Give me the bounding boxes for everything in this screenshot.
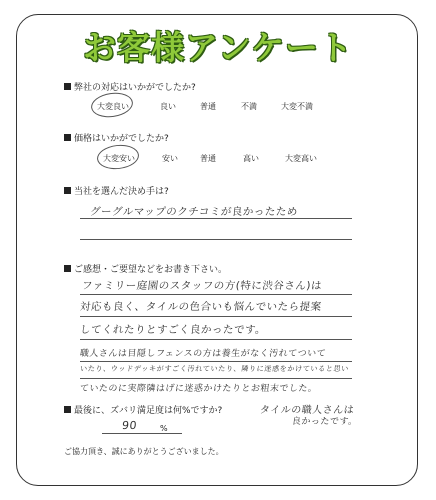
q2-option[interactable]: 高い bbox=[243, 154, 259, 163]
bullet-icon bbox=[64, 187, 71, 194]
q2-option[interactable]: 普通 bbox=[200, 154, 216, 163]
q1-option[interactable]: 不満 bbox=[241, 102, 257, 111]
handwritten-comment-line: 職人さんは目隠しフェンスの方は養生がなく汚れてついて bbox=[79, 349, 327, 359]
question-label: 弊社の対応はいかがでしたか? bbox=[74, 83, 196, 93]
handwritten-comment-line: ファミリー庭園のスタッフの方(特に渋谷さん)は bbox=[81, 280, 323, 292]
q2-option[interactable]: 大変高い bbox=[285, 154, 317, 163]
handwritten-comment-line: 対応も良く、タイルの色合いも悩んでいたら提案 bbox=[79, 301, 323, 313]
footer-thanks: ご協力頂き、誠にありがとうございました。 bbox=[64, 447, 224, 456]
question-label: 最後に、ズバリ満足度は何%ですか? bbox=[74, 406, 223, 416]
bullet-icon bbox=[64, 134, 71, 141]
handwritten-comment-line: 良かったです。 bbox=[291, 417, 359, 427]
question-service bbox=[64, 80, 196, 93]
answer-line bbox=[80, 294, 352, 295]
handwritten-answer: グーグルマップのクチコミが良かったため bbox=[89, 206, 299, 218]
question-label: ご感想・ご要望などをお書き下さい。 bbox=[74, 265, 228, 275]
q2-option[interactable]: 安い bbox=[162, 154, 178, 163]
handwritten-comment-line: してくれたりとすごく良かったです。 bbox=[79, 324, 267, 336]
handwritten-comment-line: ていたのに実際隣はげに迷惑かけたりとお粗末でした。 bbox=[79, 384, 318, 394]
bullet-icon bbox=[64, 265, 71, 272]
bullet-icon bbox=[64, 406, 71, 413]
question-label: 価格はいかがでしたか? bbox=[74, 134, 169, 144]
q1-option[interactable]: 大変不満 bbox=[281, 102, 313, 111]
handwritten-comment-line: タイルの職人さんは bbox=[259, 405, 355, 416]
question-reason bbox=[64, 184, 169, 197]
answer-line bbox=[80, 339, 352, 340]
satisfaction-value: 90 bbox=[121, 419, 138, 432]
answer-line bbox=[80, 361, 352, 362]
q1-option[interactable]: 良い bbox=[160, 102, 176, 111]
q1-option[interactable]: 大変良い bbox=[97, 102, 129, 111]
question-satisfaction bbox=[64, 403, 222, 416]
q1-option[interactable]: 普通 bbox=[200, 102, 216, 111]
question-comments bbox=[64, 262, 227, 275]
bullet-icon bbox=[64, 83, 71, 90]
answer-line bbox=[80, 316, 352, 317]
answer-line bbox=[80, 378, 352, 379]
answer-line bbox=[80, 218, 352, 219]
answer-line bbox=[80, 239, 352, 240]
question-price bbox=[64, 131, 169, 144]
survey-title: お客様アンケート bbox=[82, 28, 354, 67]
handwritten-comment-line: いたり、ウッドデッキがすごく汚れていたり、隣りに迷惑をかけていると思い bbox=[79, 364, 350, 373]
q2-option[interactable]: 大変安い bbox=[103, 154, 135, 163]
question-label: 当社を選んだ決め手は? bbox=[74, 187, 169, 197]
answer-line bbox=[102, 433, 182, 434]
percent-unit: % bbox=[160, 424, 168, 433]
